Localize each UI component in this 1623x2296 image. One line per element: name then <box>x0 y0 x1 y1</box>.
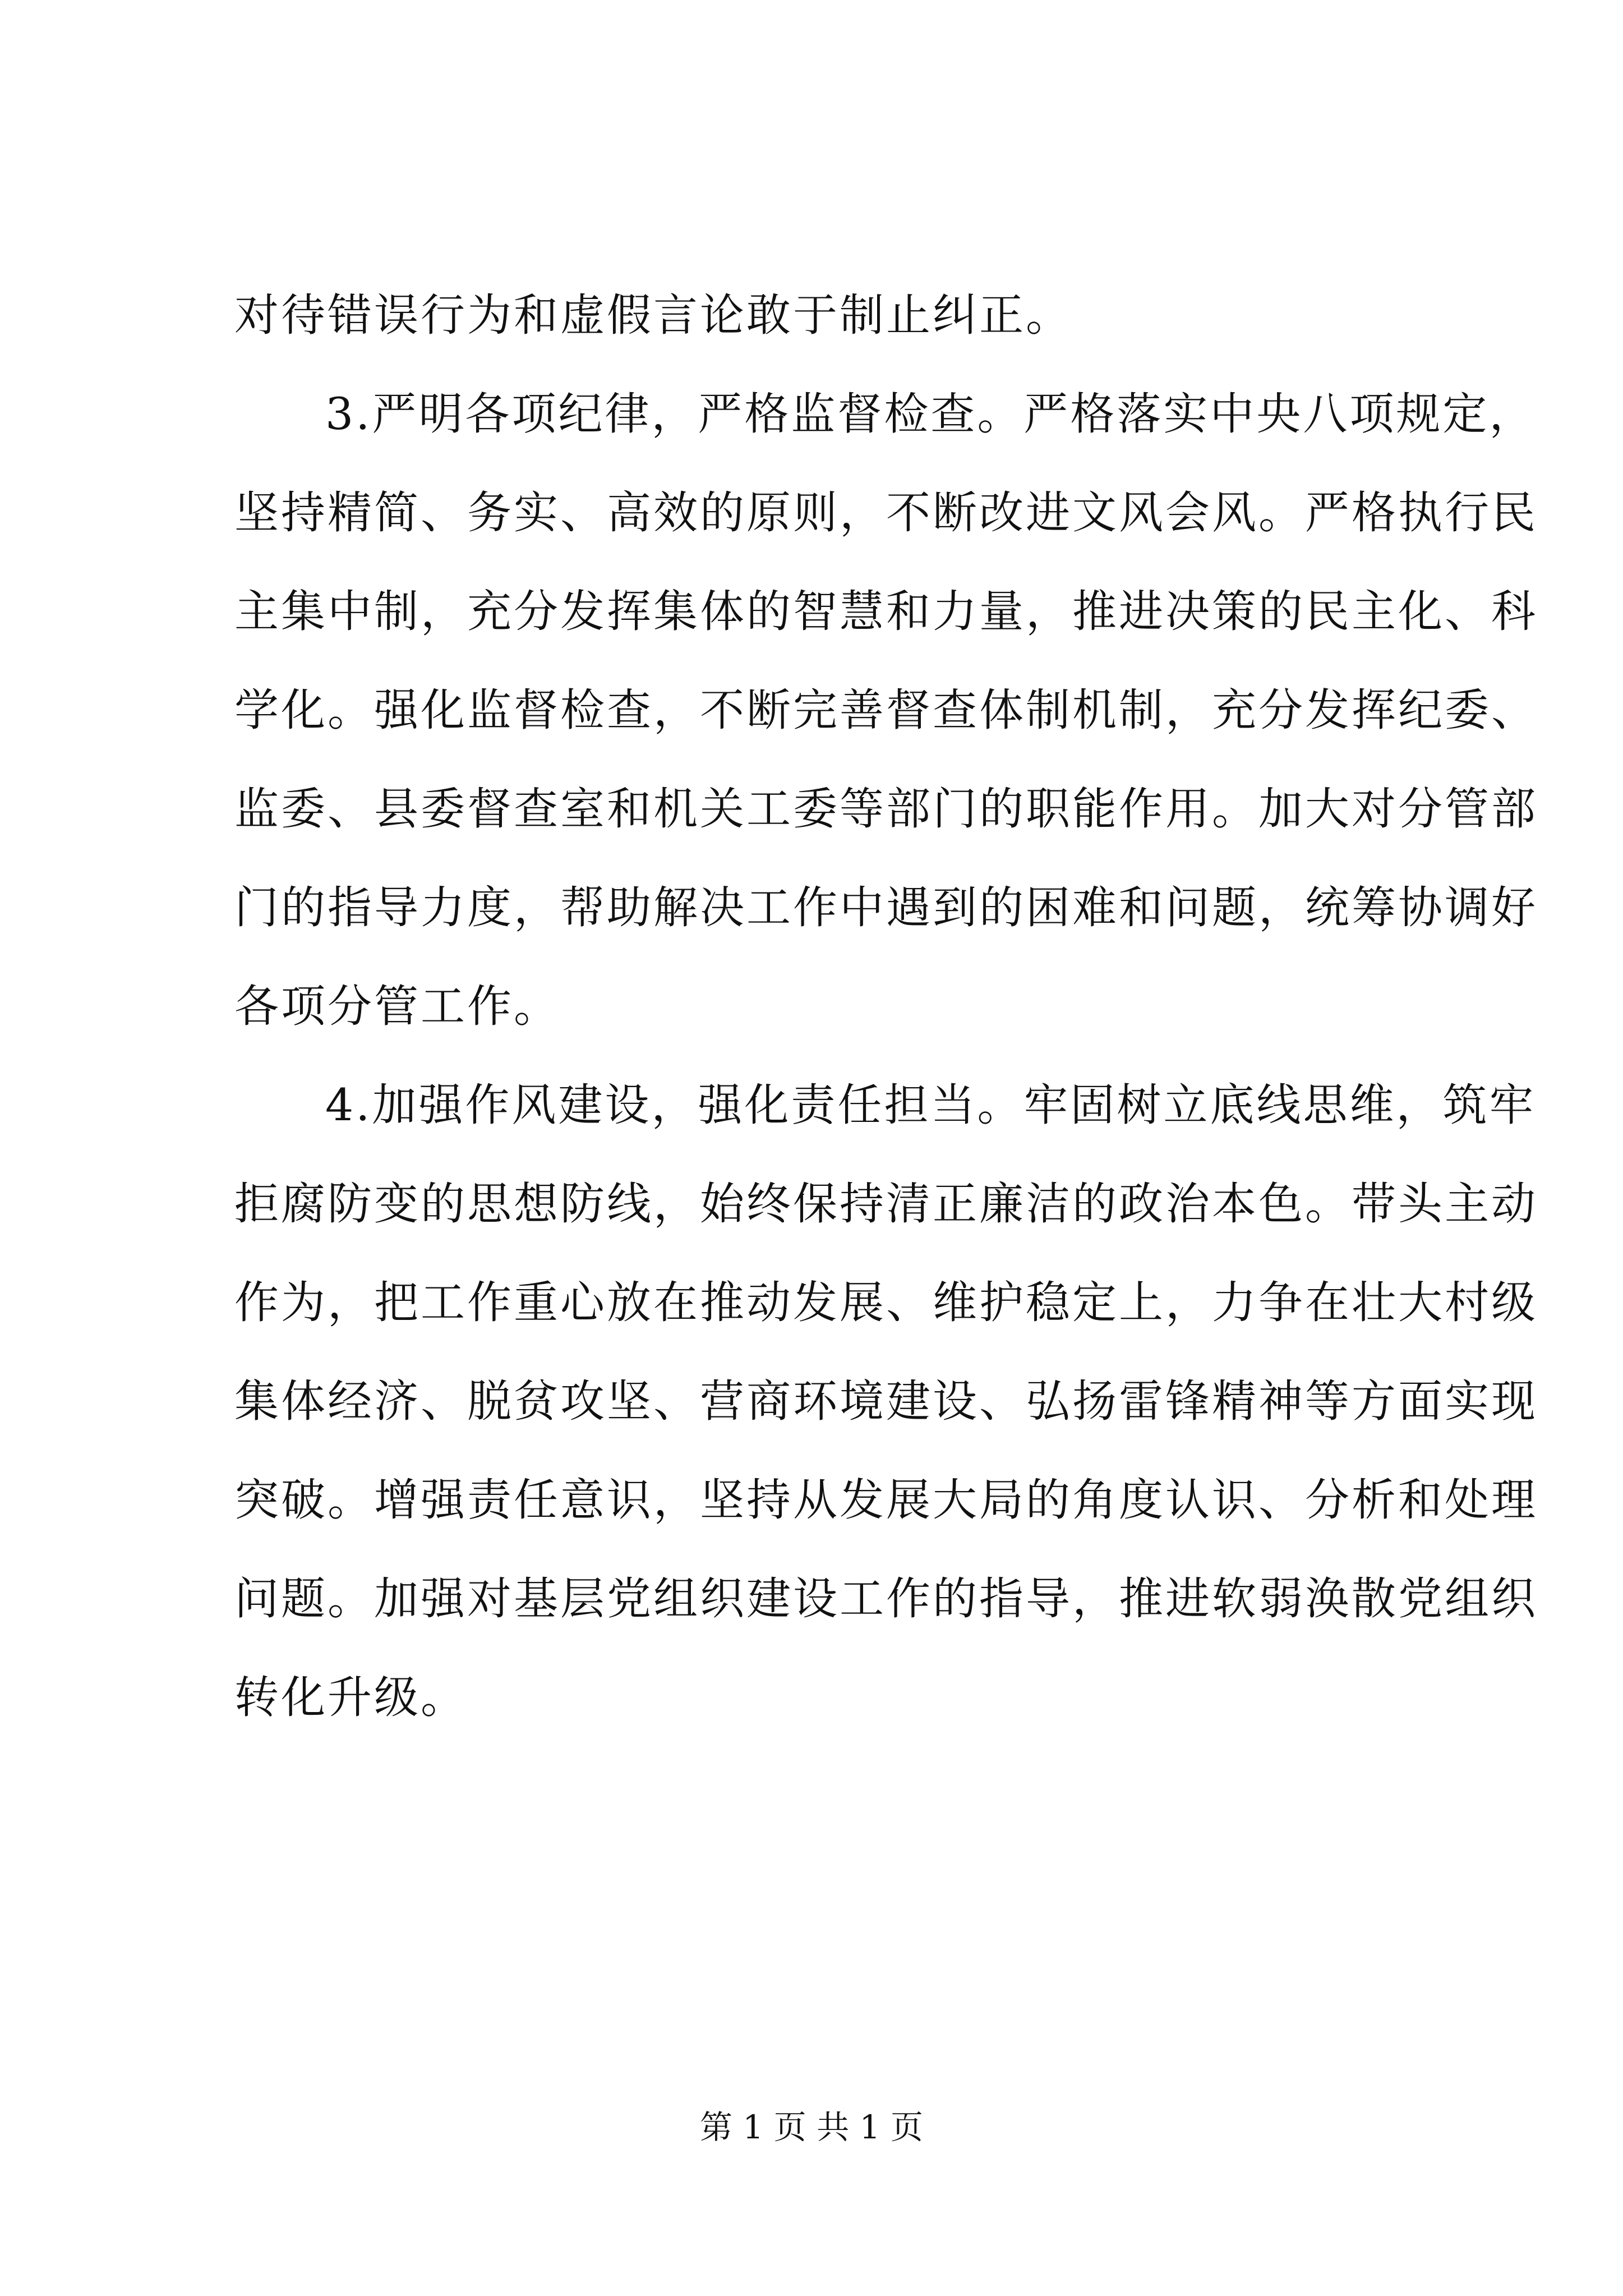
text-line-14: 问题。加强对基层党组织建设工作的指导，推进软弱涣散党组织 <box>234 1573 1538 1625</box>
text-line-11: 作为，把工作重心放在推动发展、维护稳定上，力争在壮大村级 <box>234 1277 1538 1328</box>
paragraph-4-heading-line: 4.加强作风建设，强化责任担当。牢固树立底线思维，筑牢 <box>325 1079 1536 1131</box>
text-line-1: 对待错误行为和虚假言论敢于制止纠正。 <box>234 289 1072 341</box>
text-line-4: 主集中制，充分发挥集体的智慧和力量，推进决策的民主化、科 <box>234 586 1538 637</box>
page-footer: 第 1 页 共 1 页 <box>700 2108 923 2146</box>
document-body <box>234 266 1538 1747</box>
text-line-10: 拒腐防变的思想防线，始终保持清正廉洁的政治本色。带头主动 <box>234 1178 1538 1230</box>
text-line-12: 集体经济、脱贫攻坚、营商环境建设、弘扬雷锋精神等方面实现 <box>234 1375 1538 1427</box>
text-line-5: 学化。强化监督检查，不断完善督查体制机制，充分发挥纪委、 <box>234 684 1538 736</box>
text-line-3: 坚持精简、务实、高效的原则，不断改进文风会风。严格执行民 <box>234 487 1538 539</box>
text-line-6: 监委、县委督查室和机关工委等部门的职能作用。加大对分管部 <box>234 783 1538 835</box>
text-line-8: 各项分管工作。 <box>234 981 560 1032</box>
paragraph-3-heading-line: 3.严明各项纪律，严格监督检查。严格落实中央八项规定， <box>325 388 1536 440</box>
text-line-7: 门的指导力度，帮助解决工作中遇到的困难和问题，统筹协调好 <box>234 882 1538 933</box>
text-line-15: 转化升级。 <box>234 1672 467 1723</box>
text-line-13: 突破。增强责任意识，坚持从发展大局的角度认识、分析和处理 <box>234 1474 1538 1526</box>
